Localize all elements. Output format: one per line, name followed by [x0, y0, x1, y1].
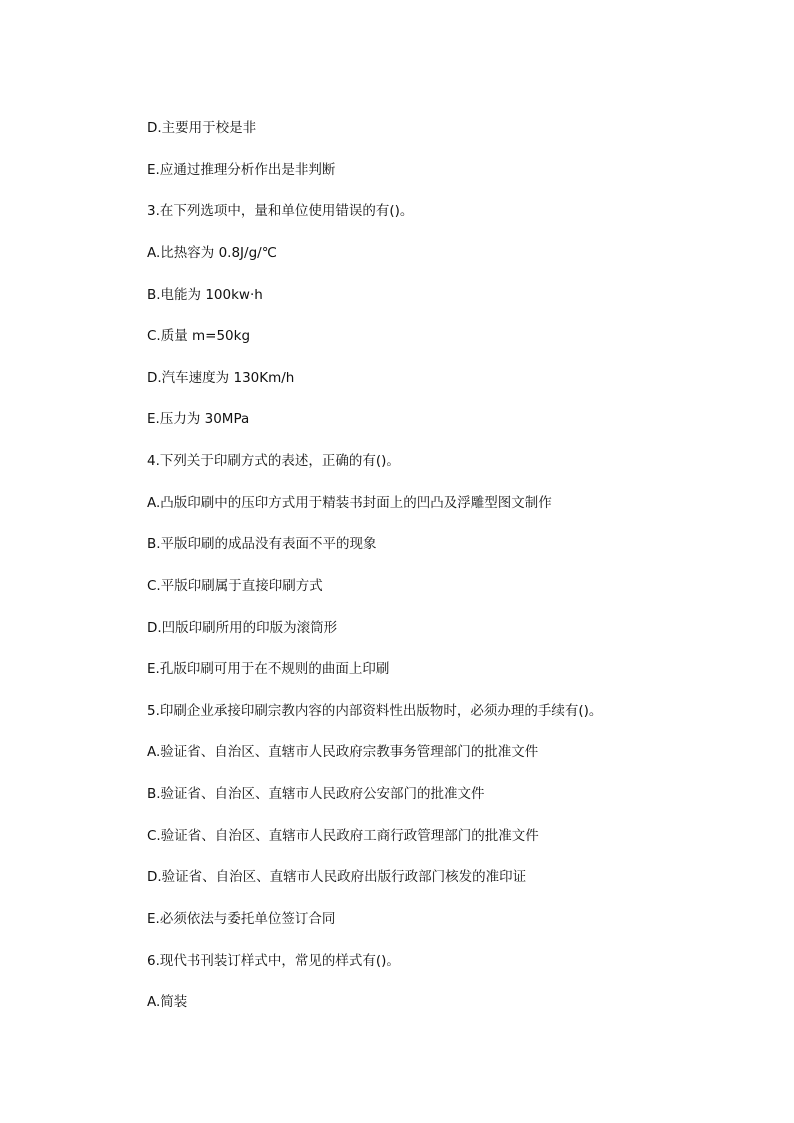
option-d-line: D.主要用于校是非	[147, 120, 257, 136]
q5-option-c: C.验证省、自治区、直辖市人民政府工商行政管理部门的批准文件	[147, 828, 539, 844]
q4-option-c: C.平版印刷属于直接印刷方式	[147, 578, 323, 594]
q4-option-d: D.凹版印刷所用的印版为滚筒形	[147, 620, 338, 636]
q5-option-b: B.验证省、自治区、直辖市人民政府公安部门的批准文件	[147, 786, 485, 802]
q3-option-d: D.汽车速度为 130Km/h	[147, 370, 295, 386]
q4-option-b: B.平版印刷的成品没有表面不平的现象	[147, 536, 377, 552]
q3-option-b: B.电能为 100kw·h	[147, 287, 263, 303]
question-6: 6.现代书刊装订样式中，常见的样式有()。	[147, 953, 400, 969]
question-3: 3.在下列选项中，量和单位使用错误的有()。	[147, 203, 414, 219]
option-e-line: E.应通过推理分析作出是非判断	[147, 162, 336, 178]
q6-option-a: A.简装	[147, 994, 188, 1010]
q4-option-e: E.孔版印刷可用于在不规则的曲面上印刷	[147, 661, 390, 677]
q3-option-c: C.质量 m=50kg	[147, 328, 251, 344]
q5-option-a: A.验证省、自治区、直辖市人民政府宗教事务管理部门的批准文件	[147, 744, 539, 760]
question-5: 5.印刷企业承接印刷宗教内容的内部资料性出版物时，必须办理的手续有()。	[147, 703, 603, 719]
q5-option-d: D.验证省、自治区、直辖市人民政府出版行政部门核发的准印证	[147, 869, 527, 885]
q4-option-a: A.凸版印刷中的压印方式用于精装书封面上的凹凸及浮雕型图文制作	[147, 495, 552, 511]
q3-option-e: E.压力为 30MPa	[147, 411, 250, 427]
question-4: 4.下列关于印刷方式的表述，正确的有()。	[147, 453, 400, 469]
q3-option-a: A.比热容为 0.8J/g/℃	[147, 245, 277, 261]
q5-option-e: E.必须依法与委托单位签订合同	[147, 911, 336, 927]
